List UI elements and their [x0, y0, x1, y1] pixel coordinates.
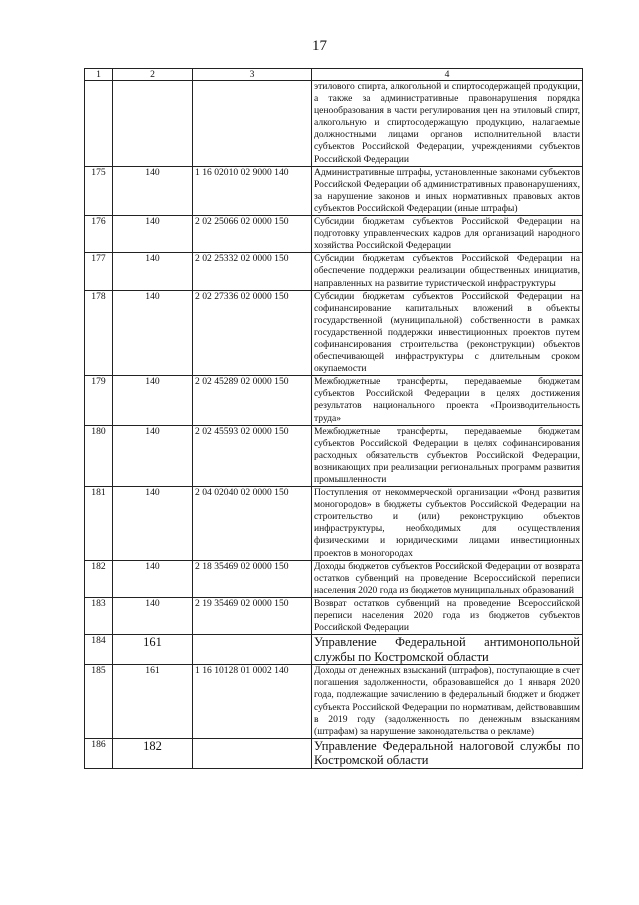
- table-row: [85, 635, 583, 665]
- income-description: Субсидии бюджетам субъектов Российской Федерации на подготовку управленческих кадров для организаций народного хозяйства Российской Федерации: [312, 216, 583, 253]
- table-row: [85, 81, 583, 167]
- budget-code: 2 04 02040 02 0000 150: [193, 487, 312, 561]
- admin-code: 140: [113, 376, 193, 425]
- budget-code: [193, 738, 312, 768]
- admin-code: 140: [113, 216, 193, 253]
- header-col-3: 3: [193, 69, 312, 81]
- header-col-1: 1: [85, 69, 113, 81]
- administrator-name: Управление Федеральной налоговой службы по Костромской области: [312, 738, 583, 768]
- admin-code: 140: [113, 253, 193, 290]
- income-description: Межбюджетные трансферты, передаваемые бюджетам субъектов Российской Федерации в целях достижения результатов национального проекта «Производительность труда»: [312, 376, 583, 425]
- table-row: [85, 376, 583, 425]
- admin-code: [113, 81, 193, 167]
- row-number: 186: [85, 738, 113, 768]
- table-row: [85, 597, 583, 634]
- budget-code: [193, 81, 312, 167]
- budget-code: 2 02 45289 02 0000 150: [193, 376, 312, 425]
- budget-code: 2 02 25332 02 0000 150: [193, 253, 312, 290]
- table-header-row: [85, 69, 583, 81]
- row-number: 175: [85, 166, 113, 215]
- income-description: Поступления от некоммерческой организации «Фонд развития моногородов» в бюджеты субъектов Российской Федерации на строительство и (или) реконструкцию объектов инфраструктуры, необходимых для осуществления физическими и юридическими лицами инвестиционных проектов в моногородах: [312, 487, 583, 561]
- budget-code: 2 19 35469 02 0000 150: [193, 597, 312, 634]
- table-row: [85, 487, 583, 561]
- row-number: 183: [85, 597, 113, 634]
- budget-code: 1 16 02010 02 9000 140: [193, 166, 312, 215]
- admin-code: 140: [113, 597, 193, 634]
- row-number: 181: [85, 487, 113, 561]
- income-description: этилового спирта, алкогольной и спиртосодержащей продукции, а также за административные правонарушения порядка ценообразования в части регулирования цен на этиловый спирт, алкогольную и спиртосодержащую продукцию, налагаемые должностными лицами органов исполнительной власти субъектов Российской Федерации, учреждениями субъектов Российской Федерации: [312, 81, 583, 167]
- budget-code: [193, 635, 312, 665]
- header-col-2: 2: [113, 69, 193, 81]
- income-description: Субсидии бюджетам субъектов Российской Федерации на софинансирование капитальных вложений в объекты государственной (муниципальной) собственности в рамках государственной поддержки инвестиционных проектов путем софинансирования строительства (реконструкции) объектов обеспечивающей инфраструктуры с длительным сроком окупаемости: [312, 290, 583, 376]
- income-description: Административные штрафы, установленные законами субъектов Российской Федерации об административных правонарушениях, за нарушение законов и иных нормативных правовых актов субъектов Российской Федерации (иные штрафы): [312, 166, 583, 215]
- page-number: 17: [312, 38, 327, 54]
- admin-code: 140: [113, 166, 193, 215]
- income-description: Доходы бюджетов субъектов Российской Федерации от возврата остатков субвенций на проведение Всероссийской переписи населения 2020 года из бюджетов муниципальных образований: [312, 560, 583, 597]
- table-row: [85, 560, 583, 597]
- table-row: [85, 290, 583, 376]
- admin-code: 140: [113, 290, 193, 376]
- table-row: [85, 216, 583, 253]
- revenue-codes-table: [84, 68, 583, 769]
- income-description: Доходы от денежных взысканий (штрафов), поступающие в счет погашения задолженности, образовавшейся до 1 января 2020 года, подлежащие зачислению в федеральный бюджет и бюджет субъекта Российской Федерации по нормативам, действовавшим в 2019 году (задолженность по денежным взысканиям (штрафам) за нарушение законодательства о рекламе): [312, 665, 583, 739]
- admin-code: 140: [113, 487, 193, 561]
- table-row: [85, 425, 583, 486]
- budget-code: 2 18 35469 02 0000 150: [193, 560, 312, 597]
- administrator-name: Управление Федеральной антимонопольной службы по Костромской области: [312, 635, 583, 665]
- budget-code: 1 16 10128 01 0002 140: [193, 665, 312, 739]
- admin-code: 140: [113, 560, 193, 597]
- row-number: 178: [85, 290, 113, 376]
- table-row: [85, 665, 583, 739]
- table-row: [85, 166, 583, 215]
- row-number: 185: [85, 665, 113, 739]
- admin-code: 140: [113, 425, 193, 486]
- row-number: 182: [85, 560, 113, 597]
- budget-code: 2 02 45593 02 0000 150: [193, 425, 312, 486]
- budget-code: 2 02 27336 02 0000 150: [193, 290, 312, 376]
- row-number: 184: [85, 635, 113, 665]
- admin-code: 161: [113, 635, 193, 665]
- row-number: 179: [85, 376, 113, 425]
- table-row: [85, 253, 583, 290]
- income-description: Субсидии бюджетам субъектов Российской Федерации на обеспечение поддержки реализации общественных инициатив, направленных на развитие туристической инфраструктуры: [312, 253, 583, 290]
- admin-code: 161: [113, 665, 193, 739]
- row-number: 180: [85, 425, 113, 486]
- budget-code: 2 02 25066 02 0000 150: [193, 216, 312, 253]
- admin-code: 182: [113, 738, 193, 768]
- row-number: 176: [85, 216, 113, 253]
- row-number: 177: [85, 253, 113, 290]
- row-number: [85, 81, 113, 167]
- table-row: [85, 738, 583, 768]
- header-col-4: 4: [312, 69, 583, 81]
- income-description: Межбюджетные трансферты, передаваемые бюджетам субъектов Российской Федерации в целях софинансирования расходных обязательств субъектов Российской Федерации, возникающих при реализации региональных программ развития промышленности: [312, 425, 583, 486]
- income-description: Возврат остатков субвенций на проведение Всероссийской переписи населения 2020 года из бюджетов субъектов Российской Федерации: [312, 597, 583, 634]
